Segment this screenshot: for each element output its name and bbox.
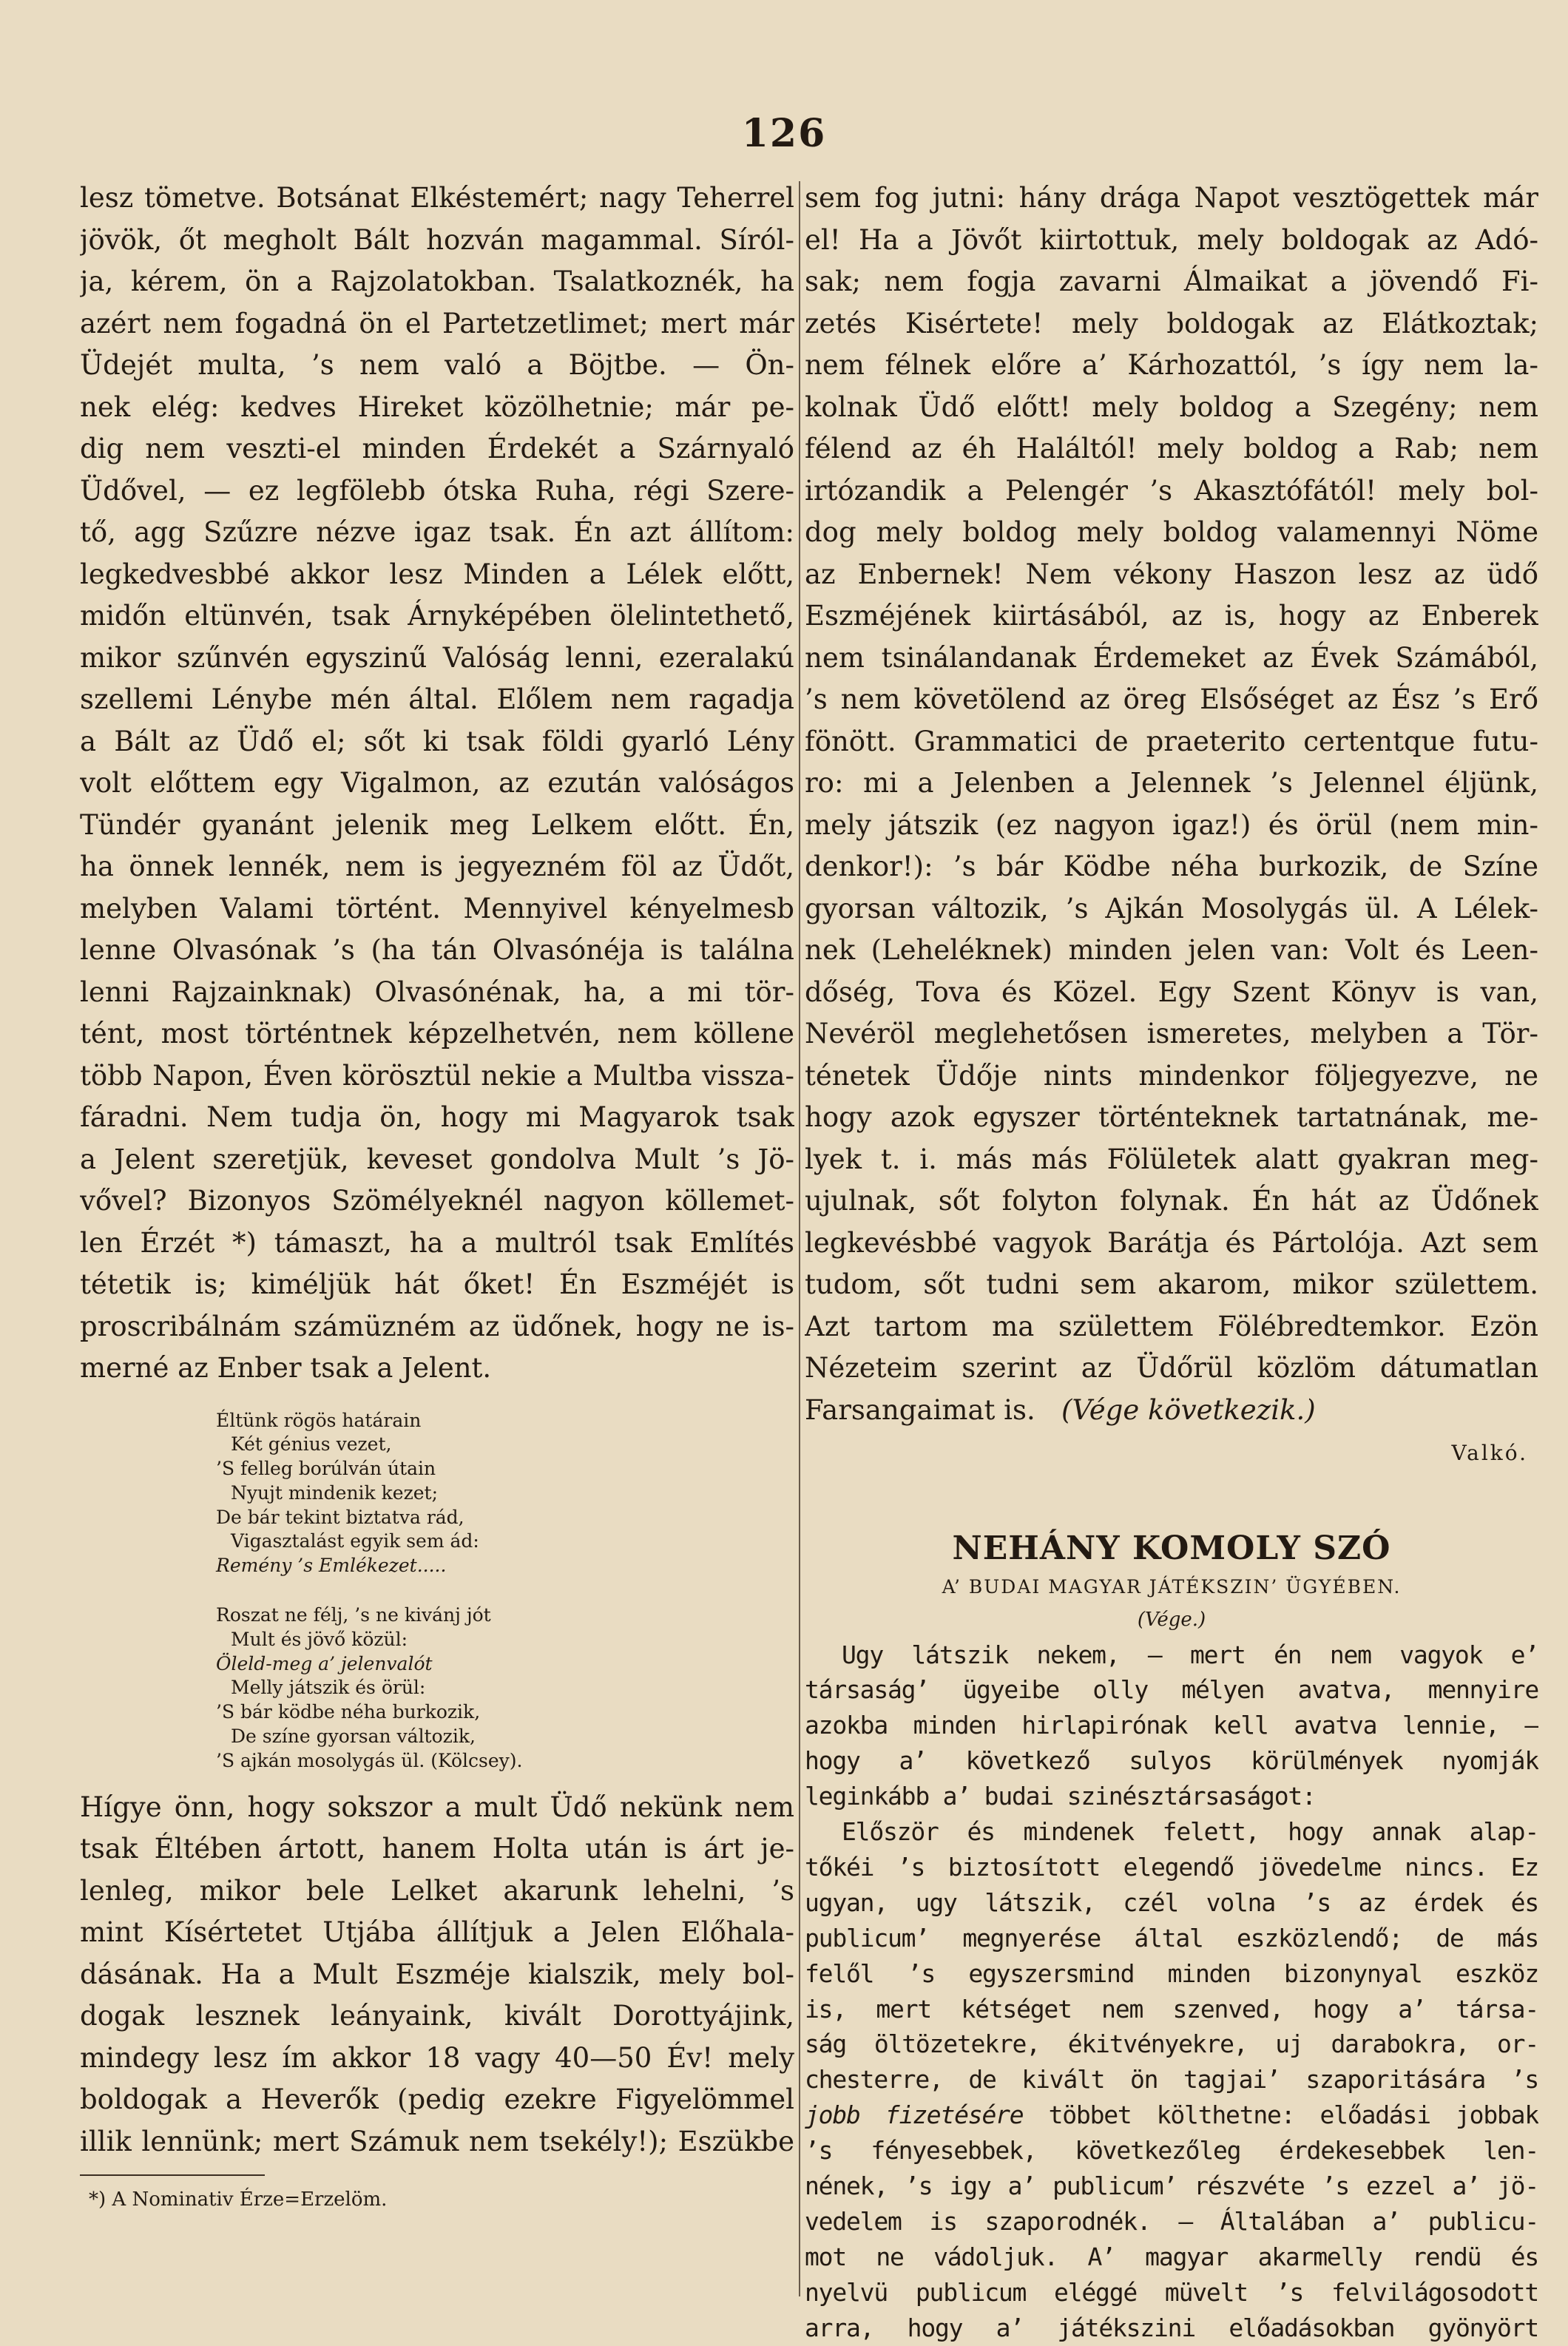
text-line: nem félnek előre a’ Kárhozattól, ’s így nem la- [805, 349, 1538, 381]
text-line: proscribálnám számüzném az üdőnek, hogy ne is- [80, 1310, 794, 1342]
article-line: Ugy látszik nekem, — mert én nem vagyok e’ [842, 1640, 1538, 1669]
italic-line-rest: többet költhetne: előadási jobbak [1048, 2100, 1538, 2130]
poem-line: ’S felleg borúlván útain [216, 1458, 436, 1480]
text-line: mint Kísértetet Utjába állítjuk a Jelen Előhala- [80, 1916, 794, 1949]
text-line: ha önnek lennék, nem is jegyezném föl az Üdőt, [80, 851, 794, 882]
text-line: midőn eltünvén, tsak Árnyképében ölelintethető, [80, 600, 794, 632]
text-line: ténetek Üdője nints mindenkor följegyezve, ne [805, 1059, 1538, 1092]
text-line: hogy azok egyszer történteknek tartatnának, me- [805, 1101, 1538, 1133]
article-title: NEHÁNY KOMOLY SZÓ [952, 1529, 1391, 1567]
poem-line: De színe gyorsan változik, [231, 1725, 476, 1748]
poem-line: Mult és jövő közül: [231, 1628, 408, 1650]
page-number: 126 [741, 111, 827, 156]
text-line: azért nem fogadná ön el Partetzetlimet; mert már [80, 307, 794, 339]
article-line: ugyan, ugy látszik, czél volna ’s az érdek és [805, 1887, 1538, 1917]
text-line: Nézeteim szerint az Üdőrül közlöm dátumatlan [805, 1352, 1538, 1384]
text-line: Hígye önn, hogy sokszor a mult Üdő nekünk nem [80, 1791, 794, 1823]
article-line: arra, hogy a’ játékszini előadásokban gyönyört [805, 2313, 1538, 2342]
text-line: Üdővel, — ez legfölebb ótska Ruha, régi Szere- [80, 474, 794, 507]
poem-stanza-2 [216, 1603, 794, 1774]
text-line: ja, kérem, ön a Rajzolatokban. Tsalatkoznék, ha [80, 266, 794, 297]
article-line: felől ’s egyszersmind minden bizonynyal eszköz [805, 1958, 1538, 1988]
article-paragraph-2-cont [805, 2133, 1538, 2345]
article-line: vedelem is szaporodnék. — Általában a’ publicu- [805, 2207, 1538, 2236]
text-line: dásának. Ha a Mult Eszméje kialszik, mely bol- [80, 1958, 794, 1990]
text-line: az Enbernek! Nem vékony Haszon lesz az üdő [805, 558, 1538, 590]
article-line: tőkéi ’s biztosított elegendő jövedelme nincs. Ez [805, 1852, 1538, 1882]
text-line: boldogak a Heverők (pedig ezekre Figyelömmel [80, 2083, 794, 2116]
text-line: mikor szűnvén egyszinű Valóság lenni, ezeralakú [80, 641, 794, 674]
poem-line: ’S ajkán mosolygás ül. (Kölcsey). [216, 1749, 523, 1771]
poem-line: Két génius vezet, [231, 1433, 392, 1456]
poem-line: Roszat ne félj, ’s ne kivánj jót [216, 1604, 491, 1626]
text-line: tént, most történtnek képzelhetvén, nem köllene [80, 1018, 794, 1049]
text-line: nek elég: kedves Hireket közölhetnie; már pe- [80, 391, 794, 423]
text-line: nem tsinálandanak Érdemeket az Évek Számából, [805, 641, 1538, 674]
text-line: mindegy lesz ím akkor 18 vagy 40—50 Év! mely [80, 2041, 794, 2074]
article-line: chesterre, de kivált ön tagjai’ szaporitására ’s [805, 2065, 1538, 2095]
column-divider [799, 181, 800, 2296]
poem-line: De bár tekint biztatva rád, [216, 1506, 464, 1528]
text-line: Nevéröl meglehetősen ismeretes, melyben a Tör- [805, 1018, 1538, 1049]
right-paragraph [805, 178, 1538, 1390]
article-paragraph-2 [805, 1814, 1538, 2097]
text-line: dig nem veszti-el minden Érdekét a Szárnyaló [80, 433, 794, 464]
text-line: tudom, sőt tudni sem akarom, mikor születtem. [805, 1268, 1538, 1300]
text-line: irtózandik a Pelengér ’s Akasztófától! mely bol- [805, 474, 1538, 507]
article-body [805, 1637, 1538, 2346]
text-line: a Jelent szeretjük, keveset gondolva Mult ’s Jö- [80, 1143, 794, 1175]
text-line: ro: mi a Jelenben a Jelennek ’s Jelennel éljünk, [805, 767, 1538, 799]
text-line: dog mely boldog mely boldog valamennyi Nöme [805, 516, 1538, 548]
article-note: (Vége.) [1137, 1608, 1206, 1631]
text-line: merné az Enber tsak a Jelent. [80, 1352, 492, 1384]
text-line: fáradni. Nem tudja ön, hogy mi Magyarok tsak [80, 1101, 794, 1133]
article-line: nének, ’s igy a’ publicum’ részvéte ’s ezzel a’ jö- [805, 2171, 1538, 2201]
text-line: dogak lesznek leányaink, kivált Dorottyájink, [80, 2000, 794, 2032]
article-line: mot ne vádoljuk. A’ magyar akarmelly rendü és [805, 2242, 1538, 2271]
text-line: tsak Éltében ártott, hanem Holta után is árt je- [80, 1833, 794, 1865]
article-line: leginkább a’ budai szinésztársaságot: [805, 1782, 1316, 1811]
text-line: Tündér gyanánt jelenik meg Lelkem előtt. Én, [80, 808, 794, 841]
article-line: ’s fényesebbek, következőleg érdekesebbek len- [805, 2136, 1538, 2166]
text-line: Azt tartom ma születtem Fölébredtemkor. Ezön [805, 1310, 1538, 1342]
text-line: lyek t. i. más más Fölületek alatt gyakran meg- [805, 1143, 1538, 1175]
text-line: tő, agg Szűzre nézve igaz tsak. Én azt állítom: [80, 516, 794, 548]
author-signature: Valkó. [1451, 1441, 1528, 1465]
footnote-rule [80, 2174, 265, 2176]
text-line: fönött. Grammatici de praeterito certentque futu- [805, 725, 1538, 757]
text-line: mely játszik (ez nagyon igaz!) és örül (nem min- [805, 808, 1538, 841]
text-line: több Napon, Éven körösztül nekie a Multba vissza- [80, 1059, 794, 1092]
text-line: lenni Rajzainknak) Olvasónénak, ha, a mi tör- [80, 976, 794, 1008]
text-line: ’s nem követölend az öreg Elsőséget az Ész ’s Erő [805, 683, 1538, 715]
closing-line-text: Farsangaimat is. [805, 1393, 1035, 1426]
text-line: melyben Valami történt. Mennyivel kényelmesb [80, 892, 794, 924]
text-line: legkevésbbé vagyok Barátja és Pártolója. Azt sem [805, 1226, 1538, 1259]
text-line: ujulnak, sőt folyton folynak. Én hát az Üdőnek [805, 1185, 1538, 1217]
text-line: szellemi Lénybe mén által. Előlem nem ragadja [80, 683, 794, 715]
text-line: kolnak Üdő előtt! mely boldog a Szegény; nem [805, 391, 1538, 423]
text-line: lenne Olvasónak ’s (ha tán Olvasónéja is találna [80, 934, 794, 966]
footnote: *) A Nominativ Érze=Erzelöm. [89, 2188, 388, 2211]
text-line: legkedvesbbé akkor lesz Minden a Lélek előtt, [80, 558, 794, 590]
poem-line: Vigasztalást egyik sem ád: [231, 1530, 479, 1552]
text-line: gyorsan változik, ’s Ajkán Mosolygás ül. A Lélek- [805, 892, 1538, 924]
text-line: volt előttem egy Vigalmon, az ezután valóságos [80, 767, 794, 799]
article-line: is, mert kétséget nem szenved, hogy a’ társa- [805, 1994, 1538, 2024]
continuation-note: (Vége következik.) [1061, 1393, 1316, 1426]
poem-stanza-1 [216, 1409, 794, 1579]
text-line: Üdejét multa, ’s nem való a Böjtbe. — Ön- [80, 349, 794, 381]
text-line: len Érzét *) támaszt, ha a multról tsak Említés [80, 1226, 794, 1259]
article-line: hogy a’ következő sulyos körülmények nyomják [805, 1746, 1538, 1776]
right-column [805, 178, 1538, 2346]
text-line: nek (Leheléknek) minden jelen van: Volt és Leen- [805, 934, 1538, 966]
text-line: zetés Kisértete! mely boldogak az Elátkoztak; [805, 307, 1538, 339]
text-line: denkor!): ’s bár Ködbe néha burkozik, de Színe [805, 851, 1538, 882]
closing-line [805, 1390, 1538, 1432]
poem-line: ’S bár ködbe néha burkozik, [216, 1701, 481, 1723]
article-line: publicum’ megnyerése által eszközlendő; de más [805, 1923, 1538, 1953]
poem-line: Nyujt mindenik kezet; [231, 1481, 439, 1504]
poem-line: Öleld-meg a’ jelenvalót [216, 1652, 433, 1674]
text-line: lenleg, mikor bele Lelket akarunk lehelni, ’s [80, 1874, 794, 1907]
text-line: vővel? Bizonyos Szömélyeknél nagyon köllemet- [80, 1185, 794, 1217]
article-line: társaság’ ügyeibe olly mélyen avatva, mennyire [805, 1675, 1538, 1705]
poem-line: Remény ’s Emlékezet..... [216, 1555, 447, 1577]
left-paragraph [80, 178, 794, 1390]
article-line: Először és mindenek felett, hogy annak alap- [842, 1817, 1538, 1847]
text-line: lesz tömetve. Botsánat Elkéstemért; nagy Teherrel [80, 182, 794, 214]
article-subtitle: A’ BUDAI MAGYAR JÁTÉKSZIN’ ÜGYÉBEN. [942, 1575, 1402, 1598]
text-line: dőség, Tova és Közel. Egy Szent Könyv is van, [805, 976, 1538, 1008]
left-paragraph-2 [80, 1787, 794, 2163]
text-line: illik lennünk; mert Számuk nem tsekély!); Eszükbe [80, 2125, 794, 2157]
article-line: nyelvü publicum eléggé müvelt ’s felvilágosodott [805, 2277, 1538, 2307]
text-line: Eszméjének kiirtásából, az is, hogy az Enberek [805, 600, 1538, 632]
article-paragraph-1 [805, 1637, 1538, 1815]
text-line: el! Ha a Jövőt kiirtottuk, mely boldogak az Adó- [805, 223, 1538, 256]
text-line: félend az éh Haláltól! mely boldog a Rab; nem [805, 433, 1538, 464]
text-line: sak; nem fogja zavarni Álmaikat a jövendő Fi- [805, 266, 1538, 297]
left-column [80, 178, 794, 2213]
text-line: jövök, őt megholt Bált hozván magammal. Síról- [80, 223, 794, 256]
poem [216, 1409, 794, 1774]
italic-phrase: jobb fizetésére [805, 2100, 1024, 2130]
text-line: sem fog jutni: hány drága Napot vesztögettek már [805, 182, 1538, 214]
article-italic-line [805, 2097, 1538, 2133]
text-line: tétetik is; kiméljük hát őket! Én Eszméjét is [80, 1268, 794, 1300]
poem-line: Melly játszik és örül: [231, 1677, 426, 1699]
article-line: azokba minden hirlapirónak kell avatva lennie, — [805, 1711, 1538, 1740]
article-line: ság öltözetekre, ékitvényekre, uj darabokra, or- [805, 2029, 1538, 2059]
poem-line: Éltünk rögös határain [216, 1409, 422, 1431]
text-line: a Bált az Üdő el; sőt ki tsak földi gyarló Lény [80, 725, 794, 757]
